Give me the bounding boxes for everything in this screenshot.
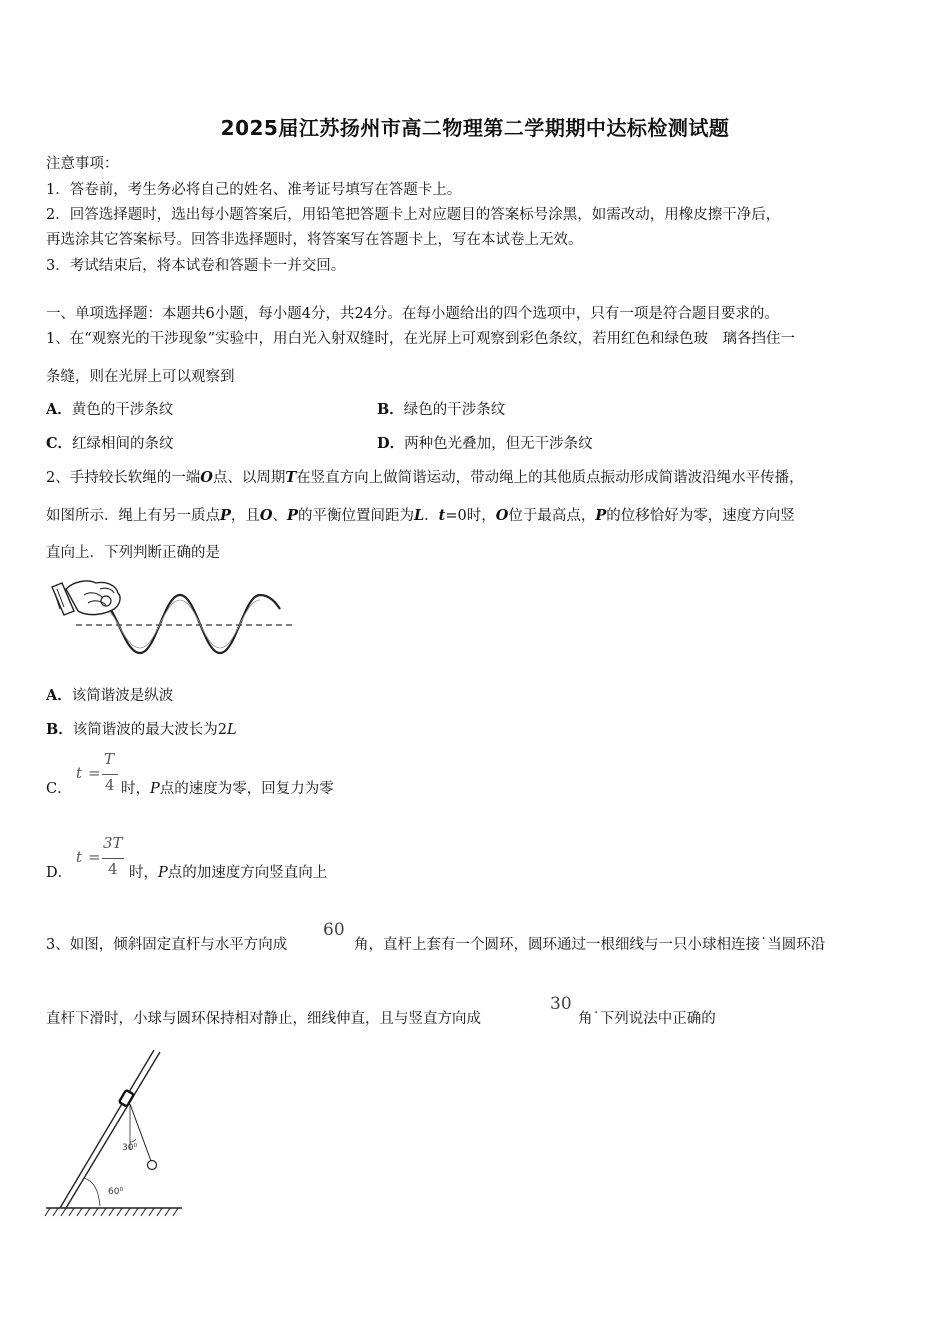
q2-option-c-label: C．	[46, 781, 72, 797]
q2-option-c-formula: t = T 4	[76, 750, 120, 800]
label-30-degrees: 30⁰	[122, 1143, 138, 1153]
q1-option-b: B．绿色的干涉条纹	[377, 401, 506, 418]
ground-hatch	[45, 1208, 178, 1216]
q1-option-a: A．黄色的干涉条纹	[46, 401, 174, 418]
notice-heading: 注意事项：	[46, 156, 119, 172]
q2-option-b: B．该简谐波的最大波长为2L	[46, 721, 237, 738]
question-3-stem-d: 角˙下列说法中正确的	[578, 1011, 716, 1027]
page-title: 2025届江苏扬州市高二物理第二学期期中达标检测试题	[220, 116, 730, 140]
incline-rod-figure	[44, 1046, 189, 1221]
question-3-stem-c: 直杆下滑时，小球与圆环保持相对静止，细线伸直，且与竖直方向成	[46, 1011, 481, 1027]
question-2-stem-end: 直向上．下列判断正确的是	[46, 545, 220, 561]
notice-item: 3．考试结束后，将本试卷和答题卡一并交回。	[46, 258, 346, 274]
q2-option-a: A．该简谐波是纵波	[46, 687, 174, 704]
inclined-rod-edge	[66, 1052, 160, 1208]
q2-option-d-label: D．	[46, 865, 73, 881]
q2-option-c-text: 时，P点的速度为零，回复力为零	[121, 781, 334, 797]
question-2-stem: 2、手持较长软绳的一端O点、以周期T在竖直方向上做简谐运动，带动绳上的其他质点振动形成简谐波沿绳水平传播，	[46, 469, 804, 486]
angle-60-arc	[84, 1178, 100, 1206]
angle-60-value: 60	[323, 920, 345, 940]
notice-item: 再选涂其它答案标号。回答非选择题时，将答案写在答题卡上，写在本试卷上无效。	[46, 232, 583, 248]
hand-icon	[52, 581, 120, 615]
question-2-stem-cont: 如图所示．绳上有另一质点P，且O、P的平衡位置间距为L．t=0时，O位于最高点，P的位移恰好为零，速度方向竖	[46, 507, 795, 524]
angle-30-arc	[130, 1139, 136, 1142]
wave-rope-figure	[44, 575, 299, 660]
q1-option-c: C．红绿相间的条纹	[46, 435, 174, 452]
q2-option-d-text: 时，P点的加速度方向竖直向上	[129, 865, 328, 881]
notice-item: 1．答卷前，考生务必将自己的姓名、准考证号填写在答题卡上。	[46, 182, 462, 198]
rope-wave	[104, 595, 280, 653]
question-3-stem-a: 3、如图，倾斜固定直杆与水平方向成	[46, 937, 288, 953]
question-3-stem-b: 角，直杆上套有一个圆环，圆环通过一根细线与一只小球相连接˙当圆环沿	[354, 937, 826, 953]
notice-item: 2．回答选择题时，选出每小题答案后，用铅笔把答题卡上对应题目的答案标号涂黑，如需改动，用橡皮擦干净后，	[46, 207, 781, 223]
question-1-stem-cont: 条缝，则在光屏上可以观察到	[46, 369, 235, 385]
q2-option-d-formula: t = 3T 4	[76, 834, 123, 878]
sliding-ring	[119, 1090, 134, 1107]
q1-option-d: D．两种色光叠加，但无干涉条纹	[377, 435, 593, 452]
inclined-rod	[60, 1050, 154, 1208]
section-heading: 一、单项选择题：本题共6小题，每小题4分，共24分。在每小题给出的四个选项中，只有一项是符合题目要求的。	[46, 306, 779, 322]
question-1-stem: 1、在“观察光的干涉现象”实验中，用白光入射双缝时，在光屏上可观察到彩色条纹，若用红色和绿色玻 璃各挡住一	[46, 331, 796, 347]
label-60-degrees: 60⁰	[108, 1187, 124, 1197]
small-ball	[148, 1161, 157, 1170]
angle-30-value: 30	[550, 994, 572, 1014]
